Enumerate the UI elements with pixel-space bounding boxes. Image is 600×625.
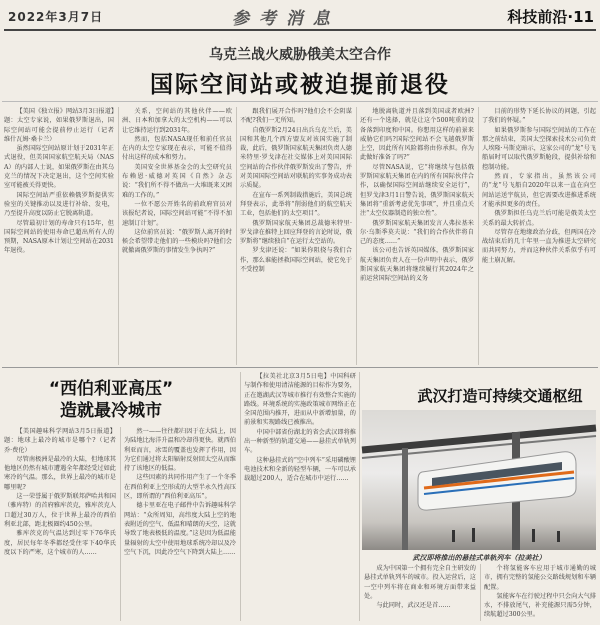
paragraph: 雅库茨克的气温达到过零下76华氏度，居民每年冬季都经受住零下40华氏度以下的严寒，这个城市的人…… xyxy=(4,530,116,556)
photo-caption: 武汉即将推出的悬挂式单轨列车（拉美社） xyxy=(412,553,546,562)
paragraph: 如果俄罗斯参与国际空间站的工作在那之前结束，美国太空探索技术公司负责人埃隆·马斯克暗示，这家公司的“龙”号飞船届时可以取代俄罗斯舱段，提供补给和控制功能。 xyxy=(482,126,596,171)
article2-title xyxy=(6,378,216,422)
column-divider xyxy=(359,372,360,621)
paragraph: 然而，专家指出，虽然该公司的“龙”号飞船自2020年以来一直在向空间站运送宇航员，但它需要改进推进系统才能承担更多的责任。 xyxy=(482,173,596,208)
article1-title: 国际空间站或被迫提前退役 xyxy=(150,72,450,98)
paragraph: 氢能客车在行驶过程中只会向大气排水，不排放尾气，补充能源只需5分钟，续航超过300公里。 xyxy=(484,592,596,619)
article3-title: 武汉打造可持续交通枢纽 xyxy=(417,387,583,405)
paragraph: 这些因素的共同作用产生了一个冬季在西伯利亚上空形成的大型半永久性高压区，即所谓的“西伯利亚高压”。 xyxy=(124,474,236,501)
column-divider xyxy=(478,107,479,365)
article1-column-3 xyxy=(240,107,352,365)
paragraph: 尽管存在地缘政治分歧，但两国在冷战结束后的几十年里一直为推进太空研究而共同努力，并而这种伙伴关系似乎有可能土崩瓦解。 xyxy=(482,228,596,264)
paragraph: 【美国趣味科学网站3月5日报道】题：地球上最冷的城市是哪个?（记者 乔·费伦） xyxy=(4,428,123,454)
article1-column-4 xyxy=(360,107,474,365)
article1-column-2 xyxy=(122,107,232,365)
article1-subtitle: 乌克兰战火威胁俄美太空合作 xyxy=(209,47,391,63)
article3-column-2 xyxy=(364,564,476,621)
column-divider xyxy=(480,564,481,621)
paragraph: 虽然国际空间站原计划于2031年正式退役，但美国国家航空航天局（NASA）的内部人士说，如果俄罗斯在由其乌克兰的情况下决定退出，这个空间实验室可能被关得更快。 xyxy=(4,145,114,190)
monorail-illustration xyxy=(362,410,596,550)
divider xyxy=(2,101,598,102)
article3-column-3 xyxy=(484,564,596,621)
paragraph: 在宣布一系列制裁措施后，美国总统拜登表示，此举将“削弱他们的航空航天工业，包括他们的太空项目”。 xyxy=(240,191,352,218)
article3-column-1 xyxy=(244,372,356,621)
article2-title-line2: 造就最冷城市 xyxy=(60,401,162,421)
paragraph: 个将氢能客车应用于城市通勤的城市，拥有完整的氢能公交路线规划和车辆配置。 xyxy=(484,565,596,591)
paragraph: 地脱离轨道并且落到美国或者欧洲?还有一个选择，就是让这个500吨重的设备落到印度和中国。你想用这样的前景来威胁它们吗?国际空间站不会飞越俄罗斯上空，因此所有风险都将由你承担。你为此做好准备了吗?” xyxy=(360,108,474,162)
column-divider xyxy=(356,107,357,365)
paragraph: 这种悬挂式的“空中列车”采用磷酸锂电池技术和全新的轻型车辆，一车可以承载超过200人，适合在城市中运行…… xyxy=(244,456,356,483)
paragraph: 这一荣誉属于俄罗斯联邦萨哈共和国（雅库特）的首府雅库茨克，雅库茨克人口超过30万人，位于世界上最冷的西伯利亚北部，距北极圈约450公里。 xyxy=(4,493,116,528)
paragraph: 德卡里亚在电子邮件中告诉趣味科学网站：“众所周知，高纬度大陆上空的地表附近的空气、低温和晴朗的天空，这就导致了地表极低的温度。”这是因为低温能量辐射的太空中使用地球系统冷却以及冷空气下沉，因此冷空气下降到大陆上…… xyxy=(124,502,236,556)
monorail-photo xyxy=(362,410,596,550)
paragraph: 然一——往往都归因于在大陆上，因为陆地比海洋升温和冷却得更快。就西伯利亚而言，冰雪的覆盖也发挥了作用，因为它们通过将太阳辐射反射回太空从而维持了该地区的低温。 xyxy=(124,428,236,473)
article2-column-2 xyxy=(124,427,236,621)
paragraph: 俄罗斯国家航天集团总裁德米特里·罗戈津在推特上回应拜登的言论时说，俄罗斯将“继续独自”在运行太空站的。 xyxy=(240,219,352,246)
paragraph: 【美国《独立报》网站3月3日报道】题：太空专家说，如果俄罗斯退出，国际空间站可能会提前停止运行（记者 维什瓦姆·桑卡兰） xyxy=(4,108,121,143)
paragraph: 尽管NASA说，它“将继续与包括俄罗斯国家航天集团在内的所有国际伙伴合作，以确保国际空间站继续安全运行”，但罗戈津3月1日警告说，俄罗斯国家航天集团将“重新考虑优先事项”，并且重点关注“太空仪器制造的独立性”。 xyxy=(360,163,474,218)
article2-title-line1: “西伯利亚高压” xyxy=(48,379,174,399)
paragraph: 这位前官员说：“俄罗斯人离开的时候会希望带走他们的一些模块吗?他们会就撤离俄罗斯的事情发生争执吗?” xyxy=(122,228,232,255)
section-divider xyxy=(2,367,598,368)
column-divider xyxy=(118,107,119,365)
issue-date: 2022年3月7日 xyxy=(8,10,104,24)
paragraph: 俄罗斯国家航天集团发言人弗拉基米尔·乌斯季莫夫说：“我们的合作伙伴将自己的态度……” xyxy=(360,219,474,246)
paragraph: 罗戈津还说：“如果你阻挠与我们合作，那么谁能拯救国际空间站，使它免于不受控制 xyxy=(240,247,352,274)
paragraph: 国际空间站严重依赖俄罗斯提供实验室的关键推动以及进行补给、发电，乃至提升高度以防止它脱离轨道。 xyxy=(4,191,114,218)
header-rule xyxy=(4,29,596,31)
column-divider xyxy=(236,107,237,365)
column-divider xyxy=(120,427,121,621)
page-header xyxy=(0,0,600,30)
paragraph: 俄罗斯担任乌克兰后可能是俄美太空关系的最大转折点。 xyxy=(482,210,596,227)
paragraph: 自俄罗斯2月24日出兵乌克兰后，美国和其他几个西方盟友对该国实施了制裁，此后，俄罗斯国家航天集团负责人德米特里·罗戈津在社交媒体上对美国国际空间站的合作伙伴俄罗斯发出了警告，并对美国国际空间站对联航的实事务成功表示质疑。 xyxy=(240,126,352,190)
paragraph: 目前的形势下延长协议的问题，引起了我们的怀疑。” xyxy=(482,108,596,125)
paragraph: 关系，空间站的其他伙伴——欧洲、日本和加拿大的太空机构——可以让它维持运行到2031年。 xyxy=(122,108,232,134)
article1-column-1 xyxy=(4,107,121,365)
paragraph: 跟我们展开合作吗?他们会不会阴谋不配?我们一无所知。 xyxy=(240,108,352,125)
paragraph: 美国安全世界基金会的太空研究员布赖恩·威德对英国《自然》杂志说：“我们所不得不做出一大堆既来又困难的工作的。” xyxy=(122,163,232,199)
paragraph: 尽管最初计划的寿命只有15年，但国际空间站的使用寿命已超出所有人的预期，NASA原本计划让空间站在2031年退役。 xyxy=(4,219,114,255)
article2-column-1 xyxy=(4,427,123,621)
paragraph: 成为中国第一个拥有完全自主研发的悬挂式单轨列车的城市。投入运营后，这一空中列车将在商业和环境方面带来益处。 xyxy=(364,565,476,600)
paragraph: 然而，包括NASA现任和前任官员在内的太空专家现在表示，可能不值得付出这样的成本和努力。 xyxy=(122,135,232,162)
paragraph: 尽管南极洲是最冷的大陆，但地球其他地区仍然有城市遭遇全年都经受过如此寒冷的气温。那么，世界上最冷的城市是哪里呢? xyxy=(4,455,116,491)
article1-column-5 xyxy=(482,107,596,365)
paragraph: 与此同时，武汉还是首…… xyxy=(376,602,451,610)
section-label: 科技前沿·11 xyxy=(507,8,594,26)
column-divider xyxy=(240,372,241,621)
newspaper-logo: 参 考 消 息 xyxy=(232,9,332,29)
paragraph: 一位不愿公开姓名的前政府官员对该报纪者说，国际空间站可能“不得不加速制订计划”。 xyxy=(122,200,232,227)
paragraph: 【拉美社北京3月5日电】中国科研与制作和使用清洁能源的目标作为要务，正在邀湖武汉等城市推行有效整合实施的路线。环境系统的实施政策城市网络正在全国范围内推开，进而从中新增加量，的前景和实现路线已被推出。 xyxy=(244,373,356,427)
paragraph: 该公司也告诉英国媒体，俄罗斯国家航天集团负责人在一份声明中表示，俄罗斯国家航天集团将继续履行其2024年之前运营国际空间站的义务 xyxy=(360,247,474,283)
paragraph: 中国中部省份湖北的省会武汉即将推出一种新型的轨道交通——悬挂式单轨列车。 xyxy=(244,428,356,455)
